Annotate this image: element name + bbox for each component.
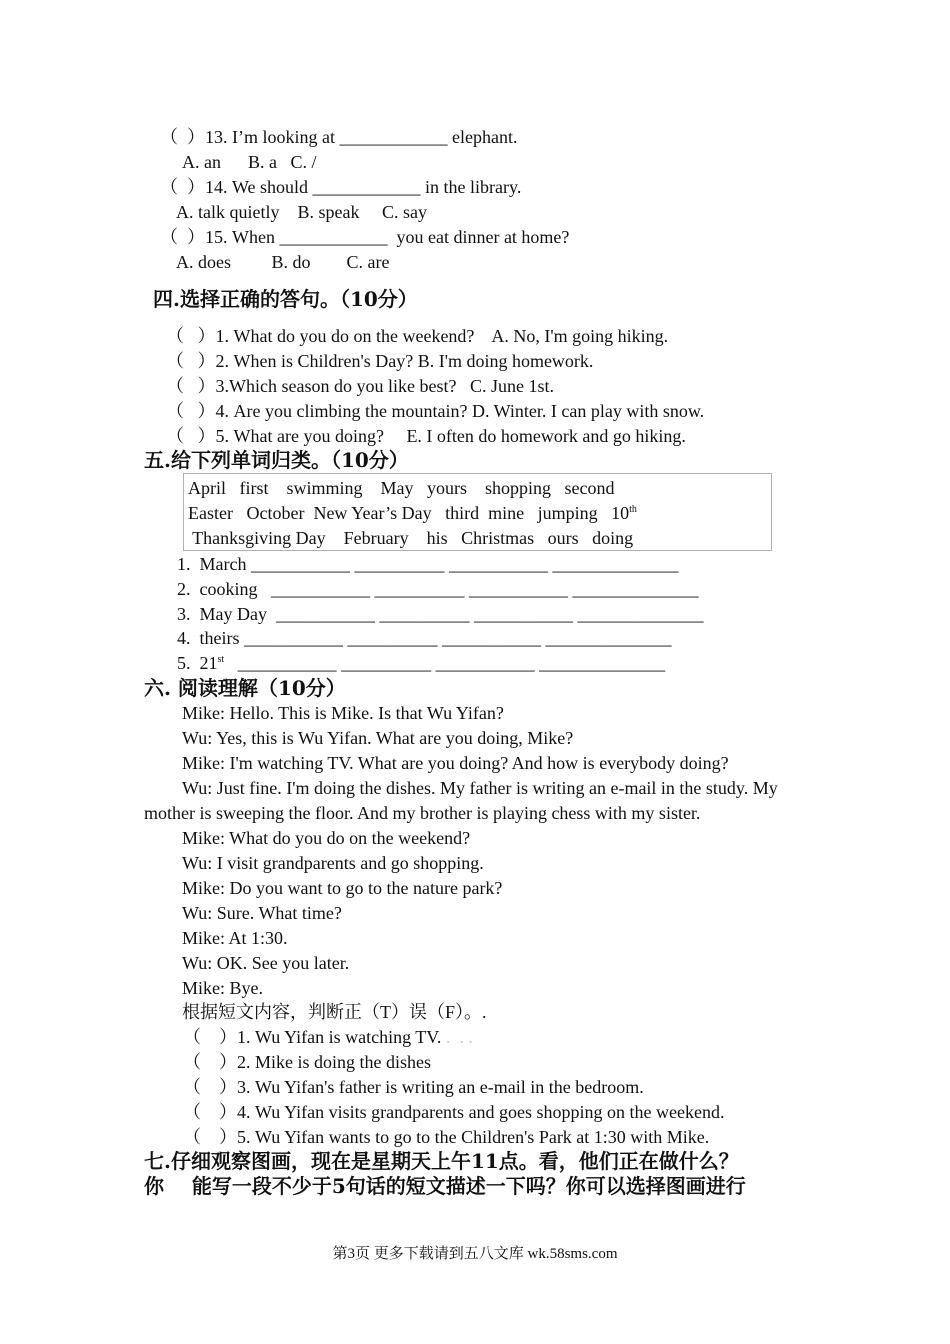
dialog-line-2: Wu: Yes, this is Wu Yifan. What are you doing, Mike? (182, 728, 574, 748)
word-bank-line-1: April first swimming May yours shopping second (188, 478, 615, 498)
s4-line-4: （ ）4. Are you climbing the mountain? D. Winter. I can play with snow. (166, 401, 705, 421)
word-bank-box (183, 473, 772, 551)
tf-line-4: （ ）4. Wu Yifan visits grandparents and goes shopping on the weekend. (183, 1102, 725, 1122)
word-bank-line-3: Thanksgiving Day February his Christmas ours doing (188, 528, 634, 548)
tf-line-5: （ ）5. Wu Yifan wants to go to the Children's Park at 1:30 with Mike. (183, 1127, 710, 1147)
s5-row-1: 1. March ___________ __________ ___________ ______________ (177, 554, 679, 574)
section5-heading: 五.给下列单词归类。（10分） (144, 448, 409, 472)
tf-line-2: （ ）2. Mike is doing the dishes (183, 1052, 431, 1072)
dialog-line-10: Mike: At 1:30. (182, 928, 288, 948)
dialog-line-3: Mike: I'm watching TV. What are you doing? And how is everybody doing? (182, 753, 729, 773)
s4-line-3: （ ）3.Which season do you like best? C. June 1st. (166, 376, 554, 396)
section7-line-2: 你 能写一段不少于5句话的短文描述一下吗？你可以选择图画进行 (144, 1174, 746, 1198)
s5-row-4: 4. theirs ___________ __________ ___________ ______________ (177, 628, 672, 648)
mc-q15-options: A. does B. do C. are (176, 252, 390, 272)
dialog-line-1: Mike: Hello. This is Mike. Is that Wu Yifan? (182, 703, 504, 723)
dialog-line-6: Mike: What do you do on the weekend? (182, 828, 471, 848)
dialog-line-8: Mike: Do you want to go to the nature park? (182, 878, 503, 898)
dialog-line-7: Wu: I visit grandparents and go shopping. (182, 853, 484, 873)
mc-q13-options: A. an B. a C. / (182, 152, 317, 172)
s5-row-5-sup: st (217, 654, 225, 665)
dialog-line-9: Wu: Sure. What time? (182, 903, 342, 923)
mc-q13: （ ）13. I’m looking at ____________ elephant. (160, 127, 518, 147)
s4-line-2: （ ）2. When is Children's Day? B. I'm doing homework. (166, 351, 594, 371)
s5-row-2: 2. cooking ___________ __________ ___________ ______________ (177, 579, 699, 599)
word-bank-line-2: Easter October New Year’s Day third mine jumping 10th (188, 503, 637, 523)
tf-line-3: （ ）3. Wu Yifan's father is writing an e-mail in the bedroom. (183, 1077, 644, 1097)
dialog-line-4: Wu: Just fine. I'm doing the dishes. My father is writing an e-mail in the study. My (182, 778, 778, 798)
mc-q14: （ ）14. We should ____________ in the library. (160, 177, 522, 197)
s4-line-1: （ ）1. What do you do on the weekend? A. No, I'm going hiking. (166, 326, 669, 346)
tf-line-1: （ ）1. Wu Yifan is watching TV. . . . (183, 1027, 473, 1047)
section7-heading: 七.仔细观察图画，现在是星期天上午11点。看，他们正在做什么？ (144, 1149, 739, 1173)
section6-heading: 六. 阅读理解（10分） (144, 676, 346, 700)
mc-q15: （ ）15. When ____________ you eat dinner at home? (160, 227, 570, 247)
s4-line-5: （ ）5. What are you doing? E. I often do homework and go hiking. (166, 426, 686, 446)
s5-row-3: 3. May Day ___________ __________ ___________ ______________ (177, 604, 704, 624)
s5-row-5: 5. 21st ___________ __________ ___________ ______________ (177, 653, 666, 673)
page-footer: 第3页 更多下载请到五八文库 wk.58sms.com (332, 1246, 618, 1262)
dialog-line-11: Wu: OK. See you later. (182, 953, 350, 973)
tf-instruction: 根据短文内容，判断正（T）误（F）。. (182, 1002, 487, 1022)
mc-q14-options: A. talk quietly B. speak C. say (176, 202, 427, 222)
dialog-line-5: mother is sweeping the floor. And my brother is playing chess with my sister. (144, 803, 701, 823)
word-bank-sup: th (629, 504, 637, 515)
section4-heading: 四.选择正确的答句。（10分） (153, 287, 418, 311)
dialog-line-12: Mike: Bye. (182, 978, 263, 998)
